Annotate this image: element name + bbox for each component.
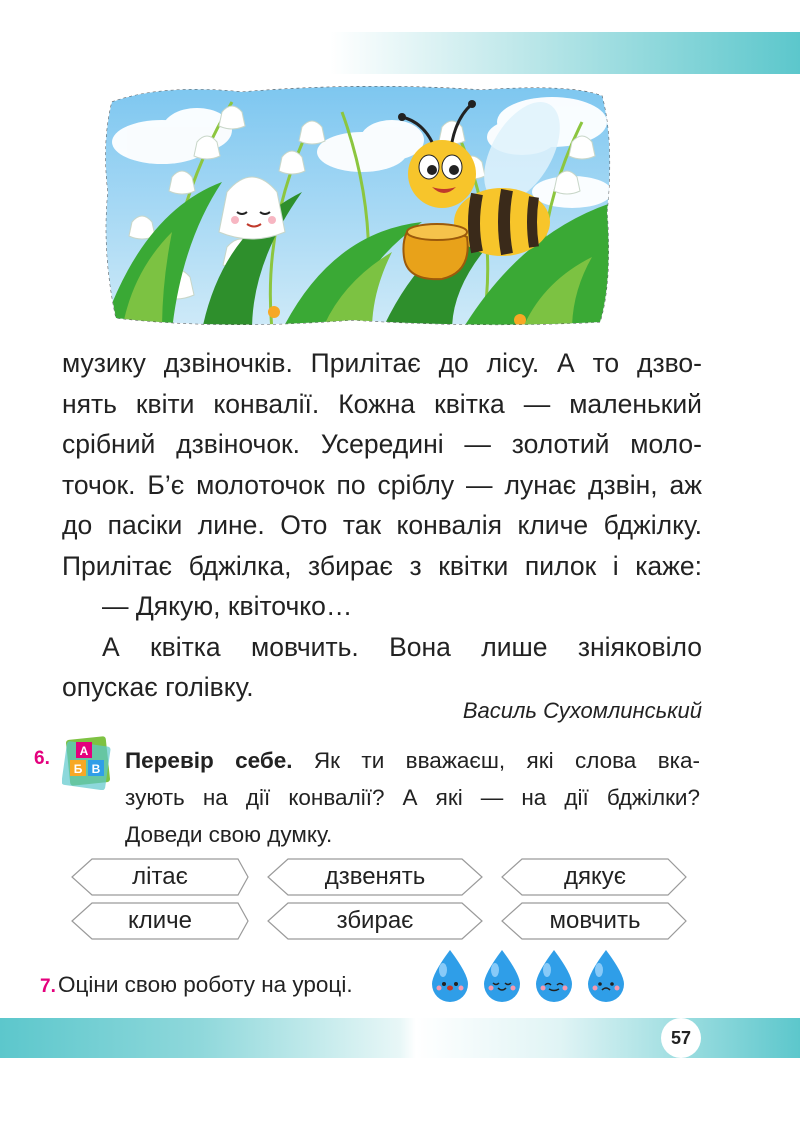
block-letter: Б: [73, 762, 83, 776]
task-6-text: [125, 742, 700, 853]
word-tag: дзвенять: [324, 863, 426, 890]
content-drop-icon[interactable]: [484, 950, 520, 1002]
page-number: 57: [661, 1018, 701, 1058]
word-tag: збирає: [336, 907, 414, 934]
self-assessment-drops: [428, 948, 628, 1002]
neutral-drop-icon[interactable]: [536, 950, 572, 1002]
abc-blocks-icon: [62, 736, 114, 790]
story-line: А квітка мовчить. Вона лише зніяковіло: [102, 631, 702, 662]
word-tag: літає: [132, 863, 188, 890]
story-line: Прилітає бджілка, збирає з квітки пилок і каже:: [62, 550, 702, 581]
word-tag: мовчить: [549, 907, 641, 934]
task-6-heading: Перевір себе.: [125, 748, 293, 773]
sad-drop-icon[interactable]: [588, 950, 624, 1002]
story-line: срібний дзвіночок. Усередині — золотий моло-: [62, 429, 702, 459]
task-6-line: Як ти вважаєш, які слова вка-: [292, 748, 700, 773]
happy-drop-icon[interactable]: [432, 950, 468, 1002]
story-text: [62, 343, 702, 708]
task-6-line: Доведи свою думку.: [125, 822, 333, 847]
word-tag: кличе: [127, 907, 193, 934]
task-7-number: 7.: [40, 976, 56, 997]
story-line: точок. Б’є молоточок по сріблу — лунає дзвін, аж: [62, 469, 702, 500]
task-6-number: 6.: [34, 748, 50, 769]
story-line: музику дзвіночків. Прилітає до лісу. А то дзво-: [62, 348, 702, 378]
story-author: Василь Сухомлинський: [462, 698, 702, 723]
word-tag: дякує: [563, 863, 626, 890]
task-7-text: Оціни свою роботу на уроці.: [58, 972, 353, 997]
word-tags: [70, 855, 690, 945]
story-line: опускає голівку.: [62, 672, 254, 702]
story-line: до пасіки лине. Ото так конвалія кличе бджілку.: [62, 510, 702, 540]
story-line: нять квіти конвалії. Кожна квітка — маленький: [62, 388, 702, 419]
top-decorative-band: [330, 32, 800, 74]
task-6-line: зують на дії конвалії? А які — на дії бджілки?: [125, 785, 700, 810]
story-line: — Дякую, квіточко…: [102, 591, 353, 621]
block-letter: А: [79, 744, 89, 758]
lily-bee-illustration: [102, 82, 614, 330]
block-letter: В: [91, 762, 101, 776]
